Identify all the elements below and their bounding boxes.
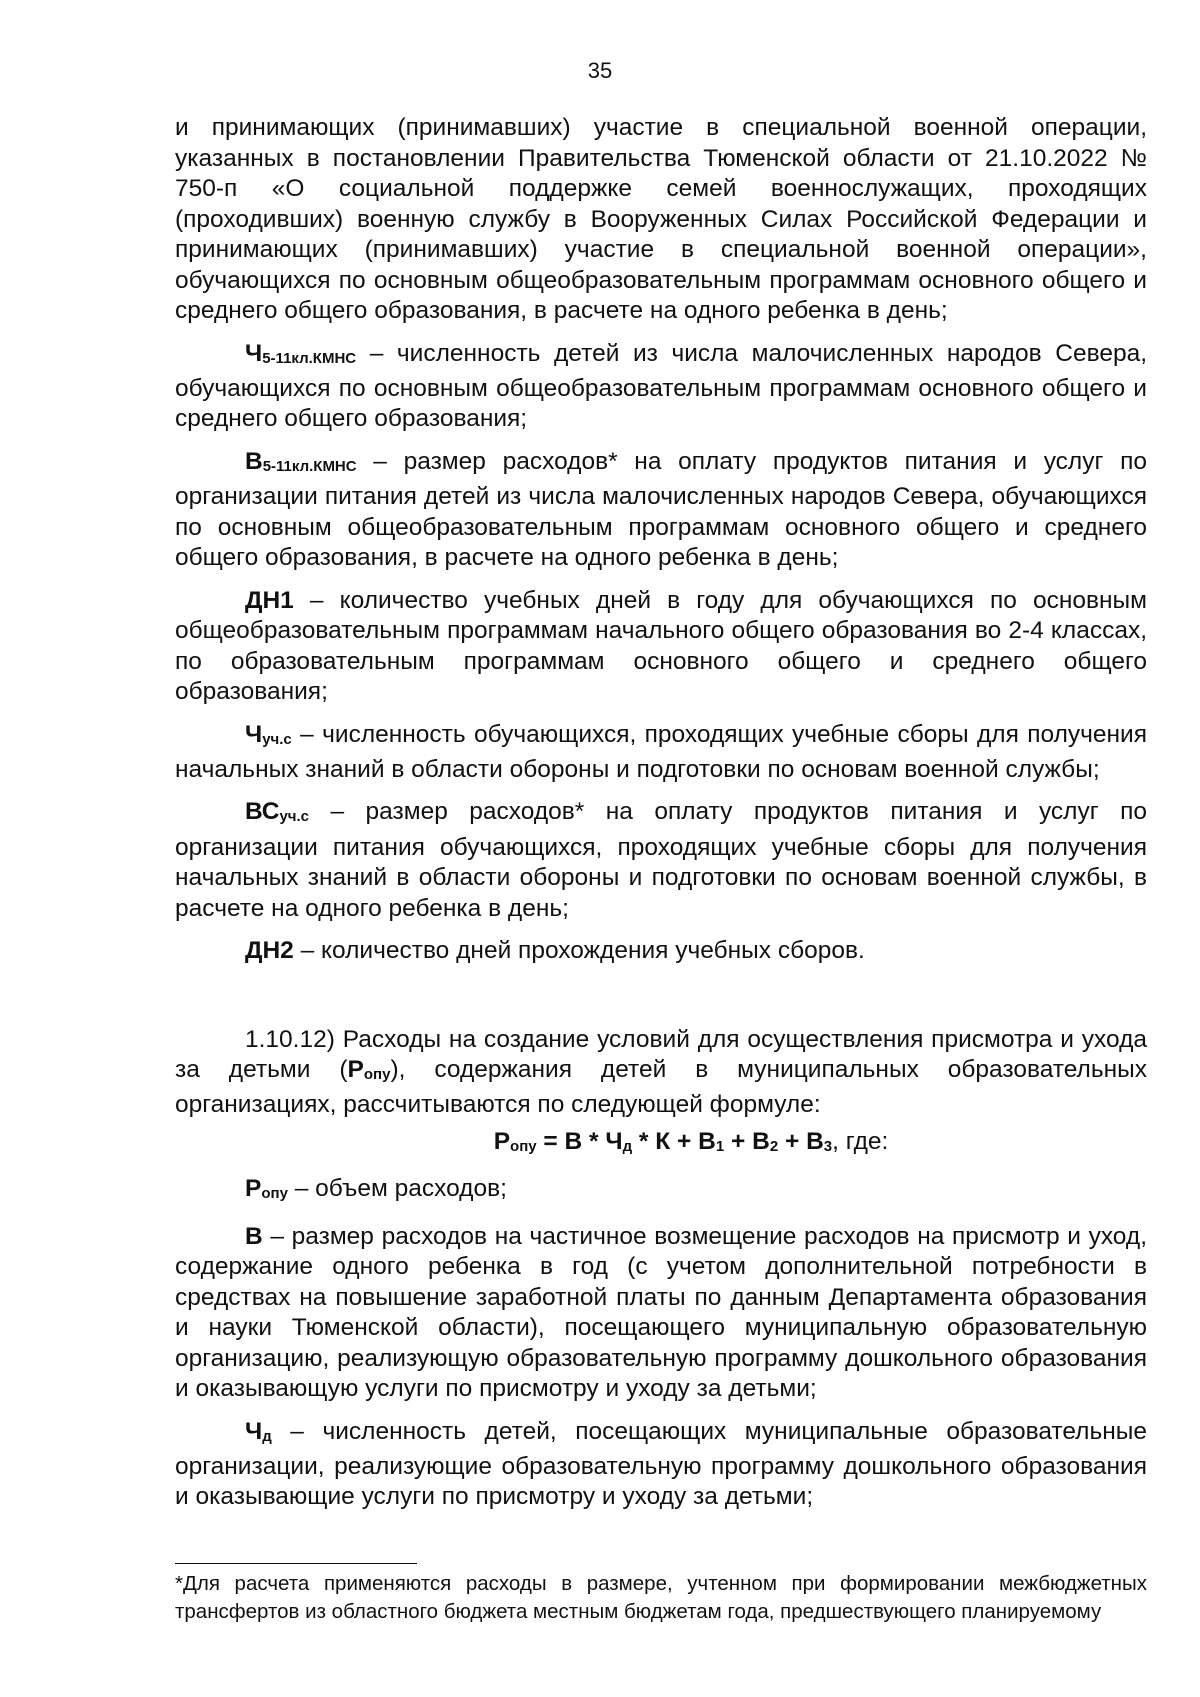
definition-text: – численность детей, посещающих муниципальные образовательные организации, реализующие образовательную программу дошкольного образования и оказывающие услуги по присмотру и уходу за детьми;: [175, 1417, 1147, 1511]
definition-text: – количество учебных дней в году для обучающихся по основным общеобразовательным программам начального общего образования во 2-4 классах, по образовательным программам основного общего и среднего общего образования;: [175, 586, 1147, 706]
term: Ропу: [347, 1056, 391, 1084]
term: ДН1: [245, 586, 294, 614]
definition-dn2: [175, 936, 1147, 967]
section-1-10-12: 1.10.12) Расходы на создание условий для осуществления присмотра и ухода за детьми (Ропу), содержания детей в муниципальных образовательных организациях, рассчитываются по следующей формуле:: [175, 1025, 1147, 1119]
definition-v: [175, 1222, 1147, 1405]
term: ВСуч.с: [245, 798, 310, 826]
term: В5-11кл.КМНС: [245, 447, 357, 475]
formula-expression: Ропу = В * Чд * К + В1 + В2 + В3: [493, 1127, 833, 1155]
definition-ch-5-11-kmns: [175, 339, 1147, 435]
term: Чд: [245, 1417, 272, 1445]
definition-text: – количество дней прохождения учебных сборов.: [293, 937, 865, 965]
footnote-text: *Для расчета применяются расходы в размере, учтенном при формировании межбюджетных трансфертов из областного бюджета местным бюджетам года, предшествующего планируемому: [175, 1572, 1147, 1623]
definition-text: – численность обучающихся, проходящих учебные сборы для получения начальных знаний в области обороны и подготовки по основам военной службы;: [175, 720, 1147, 783]
document-body: [175, 113, 1147, 1513]
definition-v-5-11-kmns: [175, 447, 1147, 574]
definition-text: – размер расходов* на оплату продуктов питания и услуг по организации питания детей из числа малочисленных народов Севера, обучающихся по основным общеобразовательным программам основного общего и среднего общего образования, в расчете на одного ребенка в день;: [175, 447, 1147, 572]
footnote-separator: [175, 1563, 417, 1564]
term: Чуч.с: [245, 720, 292, 748]
definition-text: – размер расходов на частичное возмещение расходов на присмотр и уход, содержание одного ребенка в год (с учетом дополнительной потребности в средствах на повышение заработной платы по данным Департамента образования и науки Тюменской области), посещающего муниципальную образовательную организацию, реализующую образовательную программу дошкольного образования и оказывающую услуги по присмотру и уходу за детьми;: [175, 1222, 1147, 1403]
term: Ч5-11кл.КМНС: [245, 339, 357, 367]
definition-text: – численность детей из числа малочисленных народов Севера, обучающихся по основным общеобразовательным программам основного общего и среднего общего образования;: [175, 339, 1147, 433]
page-number: 35: [587, 58, 613, 83]
formula: Ропу = В * Чд * К + В1 + В2 + В3, где:: [493, 1127, 889, 1155]
term: В: [245, 1222, 263, 1250]
footnote: [175, 1570, 1147, 1626]
definition-ch-uch-s: [175, 720, 1147, 786]
definition-dn1: [175, 586, 1147, 708]
term: Ропу: [245, 1175, 288, 1203]
paragraph-continuation: [175, 113, 1147, 327]
definition-text: – размер расходов* на оплату продуктов питания и услуг по организации питания обучающихся, проходящих учебные сборы для получения начальных знаний в области обороны и подготовки по основам военной службы, в расчете на одного ребенка в день;: [175, 798, 1147, 922]
term: ДН2: [245, 937, 294, 965]
definition-r-opu: [175, 1174, 1147, 1209]
definition-ch-d: [175, 1417, 1147, 1513]
definition-text: – объем расходов;: [287, 1175, 507, 1203]
definition-vs-uch-s: [175, 797, 1147, 924]
paragraph-text: и принимающих (принимавших) участие в специальной военной операции, указанных в постановлении Правительства Тюменской области от 21.10.2022 № 750-п «О социальной поддержке семей военнослужащих, проходящих (проходивших) военную службу в Вооруженных Силах Российской Федерации и принимающих (принимавших) участие в специальной военной операции», обучающихся по основным общеобразовательным программам основного общего и среднего общего образования, в расчете на одного ребенка в день;: [175, 114, 1147, 324]
